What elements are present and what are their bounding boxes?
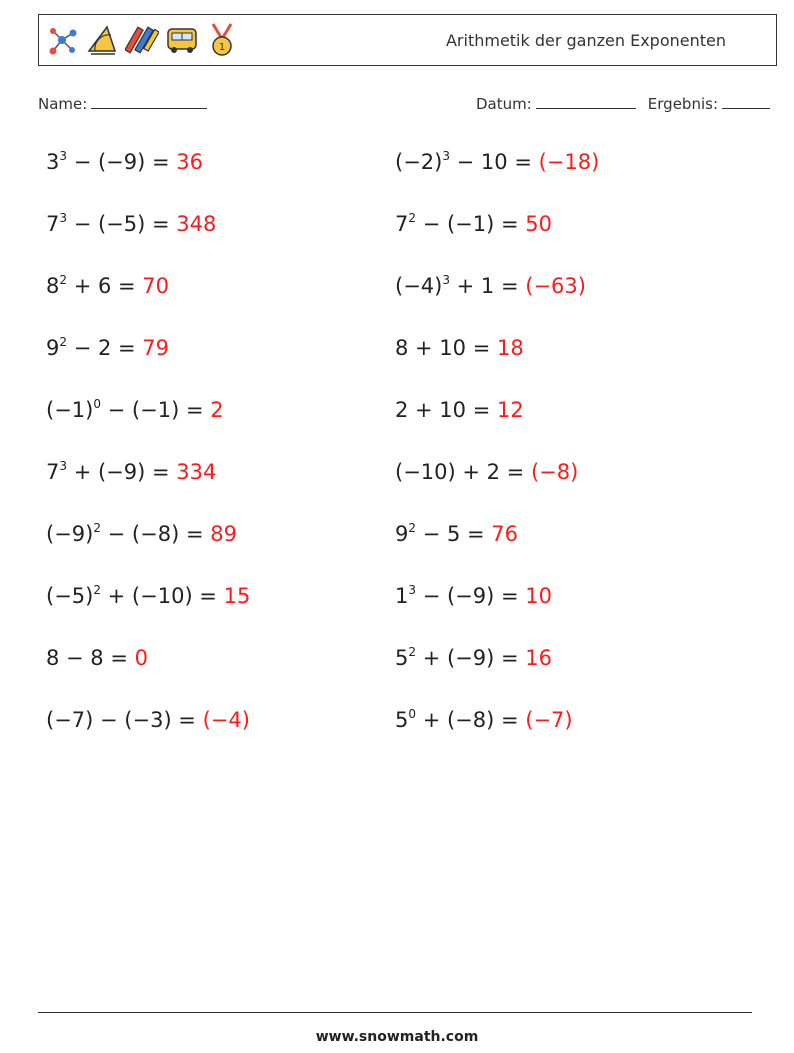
problem-row — [46, 329, 250, 391]
problem-answer: (−18) — [538, 150, 600, 174]
problem-row — [46, 577, 250, 639]
result-label: Ergebnis: — [647, 95, 718, 113]
name-label: Name: — [38, 95, 88, 113]
problem-exponent: 2 — [408, 521, 417, 535]
name-blank — [91, 94, 207, 109]
problem-exponent: 3 — [59, 459, 68, 473]
medal-icon — [205, 21, 239, 59]
problem-rest: − 10 = — [449, 150, 539, 174]
problem-answer: 12 — [496, 398, 524, 422]
problem-base: 8 − 8 = — [46, 646, 135, 670]
problem-answer: 334 — [176, 460, 217, 484]
problem-base: (−9) — [46, 522, 94, 546]
problem-base: 5 — [395, 708, 409, 732]
footer-url: www.snowmath.com — [315, 1029, 479, 1045]
problem-exponent: 0 — [408, 707, 417, 721]
problem-answer: 76 — [491, 522, 519, 546]
problem-rest: + (−8) = — [416, 708, 526, 732]
problem-answer: 50 — [525, 212, 552, 236]
problem-row — [395, 453, 599, 515]
problem-base: 5 — [395, 646, 409, 670]
result-blank — [722, 94, 770, 109]
problem-base: 7 — [46, 212, 60, 236]
date-result-fields — [476, 94, 770, 113]
footer-divider — [38, 1012, 752, 1013]
problem-base: 8 — [46, 274, 60, 298]
problem-base: (−4) — [395, 274, 443, 298]
problem-rest: − (−5) = — [67, 212, 177, 236]
problem-rest: − (−1) = — [100, 398, 211, 422]
problem-rest: − (−1) = — [416, 212, 526, 236]
problem-row — [395, 391, 599, 453]
problem-row — [395, 329, 599, 391]
right-problem-column — [395, 143, 599, 763]
problem-exponent: 2 — [93, 583, 101, 597]
problem-answer: 10 — [525, 584, 552, 608]
problem-row — [46, 515, 250, 577]
problem-base: 9 — [46, 336, 60, 360]
problem-base: 7 — [46, 460, 60, 484]
problem-answer: 16 — [525, 646, 552, 670]
problem-answer: 0 — [134, 646, 148, 670]
problem-answer: (−7) — [525, 708, 573, 732]
problem-exponent: 3 — [59, 149, 68, 163]
problem-base: (−1) — [46, 398, 94, 422]
problem-row — [46, 453, 250, 515]
problem-exponent: 2 — [93, 521, 101, 535]
problem-base: 2 + 10 = — [395, 398, 497, 422]
problem-rest: + (−9) = — [67, 460, 177, 484]
problem-exponent: 3 — [442, 149, 450, 163]
problem-row — [46, 639, 250, 701]
problem-answer: 18 — [496, 336, 524, 360]
protractor-icon — [85, 21, 119, 59]
problem-rest: + 6 = — [67, 274, 143, 298]
header-box — [38, 14, 777, 66]
problem-base: 1 — [395, 584, 409, 608]
problem-exponent: 2 — [59, 335, 68, 349]
molecule-icon — [45, 21, 79, 59]
header-icons — [45, 21, 239, 59]
problem-base: (−2) — [395, 150, 443, 174]
problem-exponent: 2 — [408, 645, 417, 659]
problem-row — [46, 205, 250, 267]
problem-answer: 89 — [210, 522, 237, 546]
problem-answer: 15 — [223, 584, 251, 608]
problem-row — [395, 143, 599, 205]
problem-exponent: 2 — [408, 211, 417, 225]
problem-answer: 36 — [176, 150, 203, 174]
problem-rest: + (−10) = — [100, 584, 224, 608]
problem-rest: + 1 = — [449, 274, 526, 298]
problem-rest: − 2 = — [67, 336, 143, 360]
problem-exponent: 3 — [59, 211, 68, 225]
problem-rest: − (−9) = — [67, 150, 177, 174]
problem-base: 7 — [395, 212, 409, 236]
problem-row — [395, 639, 599, 701]
problem-base: (−7) − (−3) = — [46, 708, 203, 732]
problem-row — [46, 391, 250, 453]
problem-answer: 79 — [142, 336, 170, 360]
problem-row — [395, 515, 599, 577]
left-problem-column — [46, 143, 250, 763]
problem-exponent: 3 — [442, 273, 450, 287]
problem-row — [395, 205, 599, 267]
problem-answer: 70 — [142, 274, 170, 298]
problem-row — [46, 143, 250, 205]
problem-exponent: 3 — [408, 583, 417, 597]
problem-answer: 2 — [210, 398, 224, 422]
problem-rest: − (−8) = — [100, 522, 211, 546]
problem-answer: (−4) — [202, 708, 250, 732]
problem-exponent: 2 — [59, 273, 68, 287]
date-blank — [536, 94, 636, 109]
problem-answer: (−63) — [525, 274, 586, 298]
problem-rest: − 5 = — [416, 522, 492, 546]
date-label: Datum: — [476, 95, 532, 113]
problem-row — [395, 267, 599, 329]
problem-answer: 348 — [176, 212, 217, 236]
problem-row — [395, 701, 599, 763]
problem-row — [395, 577, 599, 639]
problem-row — [46, 701, 250, 763]
worksheet-title: Arithmetik der ganzen Exponenten — [445, 31, 726, 50]
problem-exponent: 0 — [93, 397, 101, 411]
problem-rest: + (−9) = — [416, 646, 526, 670]
problem-rest: − (−9) = — [416, 584, 526, 608]
problem-answer: (−8) — [530, 460, 579, 484]
problem-base: (−5) — [46, 584, 94, 608]
svg-text:1: 1 — [218, 42, 226, 53]
problem-base: 9 — [395, 522, 409, 546]
school-bus-icon — [165, 21, 199, 59]
problem-base: 3 — [46, 150, 60, 174]
name-field — [38, 94, 207, 113]
problem-row — [46, 267, 250, 329]
problem-base: (−10) + 2 = — [395, 460, 531, 484]
pencils-icon — [125, 21, 159, 59]
problem-base: 8 + 10 = — [395, 336, 497, 360]
